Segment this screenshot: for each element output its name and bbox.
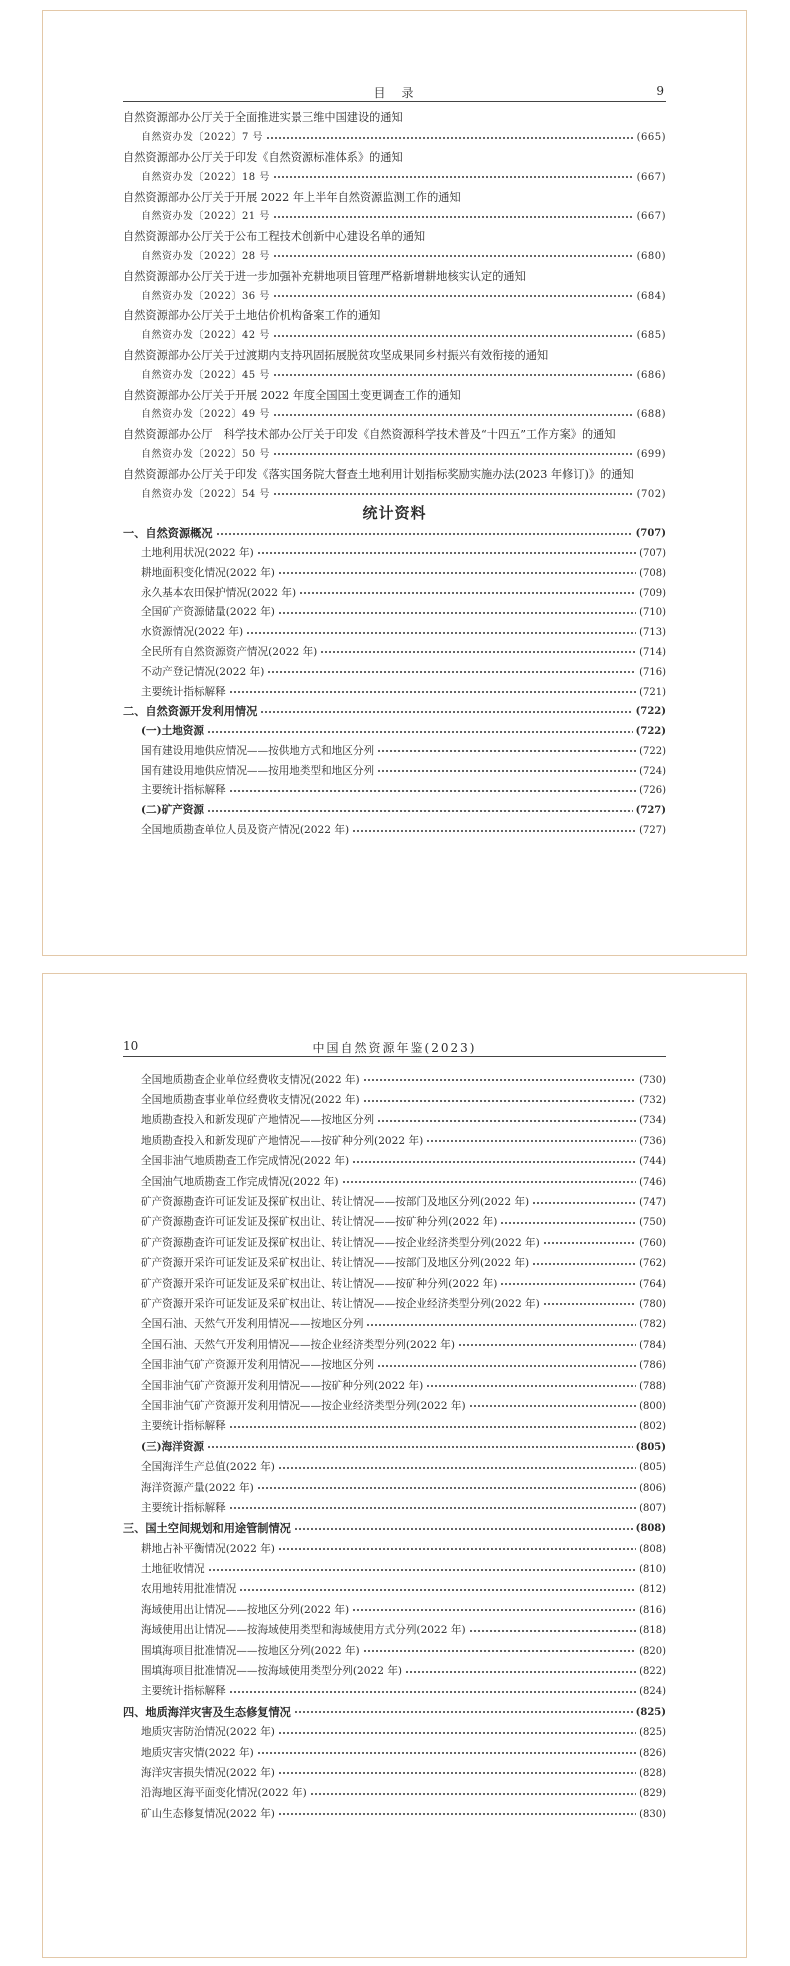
entry-text: 围填海项目批准情况——按地区分列(2022 年)	[141, 1644, 360, 1657]
entry-page-number: (822)	[639, 1666, 666, 1678]
entry-text: 全国石油、天然气开发利用情况——按企业经济类型分列(2022 年)	[141, 1338, 456, 1351]
dot-leader	[377, 1364, 636, 1367]
dot-leader	[342, 1181, 637, 1184]
dot-leader	[229, 1507, 636, 1510]
toc-category	[123, 1519, 666, 1539]
dot-leader	[273, 413, 634, 416]
dot-leader	[278, 1813, 636, 1816]
toc-entry	[123, 1315, 666, 1335]
toc-notice-title	[123, 306, 666, 326]
entry-text: 自然资源部办公厅关于印发《落实国务院大督查土地利用计划指标奖励实施办法(2023 年修订)》的通知	[123, 467, 634, 481]
toc-notice-title	[123, 108, 666, 128]
entry-text: 自然资办发〔2022〕49 号	[141, 409, 270, 421]
toc-list	[123, 1070, 666, 1824]
toc-notice-title	[123, 425, 666, 445]
toc-entry	[123, 1355, 666, 1375]
entry-page-number: (805)	[639, 1462, 666, 1474]
entry-text: (三)海洋资源	[141, 1440, 204, 1453]
dot-leader	[532, 1262, 636, 1265]
toc-entry	[123, 1335, 666, 1355]
toc-entry	[123, 1559, 666, 1579]
toc-entry	[123, 1621, 666, 1641]
entry-text: 自然资源部办公厅关于进一步加强补充耕地项目管理严格新增耕地核实认定的通知	[123, 269, 526, 283]
entry-text: 自然资办发〔2022〕45 号	[141, 369, 270, 381]
entry-text: 一、自然资源概况	[123, 526, 213, 541]
dot-leader	[273, 176, 634, 179]
entry-text: 沿海地区海平面变化情况(2022 年)	[141, 1787, 307, 1800]
dot-leader	[246, 631, 636, 634]
toc-entry	[123, 544, 666, 564]
entry-text: 自然资办发〔2022〕28 号	[141, 250, 270, 262]
entry-page-number: (736)	[639, 1135, 666, 1147]
toc-notice-title	[123, 266, 666, 286]
dot-leader	[543, 1303, 636, 1306]
entry-page-number: (824)	[639, 1686, 666, 1698]
entry-text: 地质灾害灾情(2022 年)	[141, 1746, 254, 1759]
toc-entry	[123, 742, 666, 762]
entry-text: 地质勘查投入和新发现矿产地情况——按地区分列	[141, 1114, 375, 1127]
toc-entry	[123, 1172, 666, 1192]
entry-page-number: (713)	[639, 627, 666, 639]
dot-leader	[469, 1629, 636, 1632]
entry-text: 全国石油、天然气开发利用情况——按地区分列	[141, 1318, 364, 1331]
toc-entry	[123, 1641, 666, 1661]
dot-leader	[294, 1711, 633, 1714]
dot-leader	[257, 552, 636, 555]
dot-leader	[500, 1221, 636, 1224]
entry-page-number: (730)	[639, 1074, 666, 1086]
dot-leader	[273, 255, 634, 258]
entry-text: 自然资办发〔2022〕7 号	[141, 132, 263, 144]
toc-entry	[123, 1743, 666, 1763]
entry-page-number: (806)	[639, 1482, 666, 1494]
dot-leader	[377, 770, 636, 773]
toc-notice-title	[123, 187, 666, 207]
dot-leader	[273, 493, 634, 496]
entry-page-number: (816)	[639, 1604, 666, 1616]
entry-text: 主要统计指标解释	[141, 1501, 226, 1514]
entry-page-number: (702)	[636, 488, 666, 500]
entry-text: 矿产资源开采许可证发证及采矿权出让、转让情况——按部门及地区分列(2022 年)	[141, 1257, 530, 1270]
entry-text: 地质灾害防治情况(2022 年)	[141, 1726, 275, 1739]
toc-entry	[123, 1070, 666, 1090]
entry-page-number: (708)	[639, 567, 666, 579]
toc-entry	[123, 1213, 666, 1233]
toc-notice-title	[123, 385, 666, 405]
entry-page-number: (707)	[635, 528, 666, 540]
entry-page-number: (727)	[635, 805, 666, 817]
entry-page-number: (825)	[639, 1727, 666, 1739]
entry-text: 自然资办发〔2022〕42 号	[141, 330, 270, 342]
entry-text: 自然资源部办公厅关于印发《自然资源标准体系》的通知	[123, 150, 403, 164]
entry-text: 全国非油气矿产资源开发利用情况——按地区分列	[141, 1359, 375, 1372]
entry-text: 自然资源部办公厅 科学技术部办公厅关于印发《自然资源科学技术普及“十四五”工作方案》的通知	[123, 428, 616, 442]
entry-page-number: (707)	[639, 547, 666, 559]
dot-leader	[352, 1609, 636, 1612]
entry-page-number: (732)	[639, 1095, 666, 1107]
entry-page-number: (788)	[639, 1380, 666, 1392]
toc-category	[123, 702, 666, 722]
entry-text: 水资源情况(2022 年)	[141, 626, 244, 639]
dot-leader	[257, 1752, 636, 1755]
toc-entry	[123, 1396, 666, 1416]
toc-doc-number	[123, 484, 666, 504]
toc-list	[123, 108, 666, 840]
entry-page-number: (825)	[635, 1706, 666, 1718]
toc-entry	[123, 1457, 666, 1477]
toc-doc-number	[123, 405, 666, 425]
entry-page-number: (807)	[639, 1502, 666, 1514]
entry-page-number: (747)	[639, 1197, 666, 1209]
entry-page-number: (746)	[639, 1176, 666, 1188]
running-header	[123, 83, 666, 102]
entry-page-number: (802)	[639, 1421, 666, 1433]
dot-leader	[377, 750, 636, 753]
entry-text: 海域使用出让情况——按海域使用类型和海域使用方式分列(2022 年)	[141, 1624, 466, 1637]
entry-text: 国有建设用地供应情况——按用地类型和地区分列	[141, 764, 375, 777]
entry-page-number: (721)	[639, 686, 666, 698]
entry-page-number: (805)	[635, 1441, 666, 1453]
entry-text: 围填海项目批准情况——按海域使用类型分列(2022 年)	[141, 1665, 403, 1678]
toc-notice-title	[123, 148, 666, 168]
entry-page-number: (782)	[639, 1319, 666, 1331]
dot-leader	[207, 730, 633, 733]
toc-doc-number	[123, 365, 666, 385]
dot-leader	[310, 1792, 636, 1795]
dot-leader	[278, 572, 636, 575]
toc-page-10	[42, 973, 747, 1958]
entry-text: 全国地质勘查事业单位经费收支情况(2022 年)	[141, 1094, 360, 1107]
entry-text: 自然资办发〔2022〕50 号	[141, 448, 270, 460]
entry-text: 地质勘查投入和新发现矿产地情况——按矿种分列(2022 年)	[141, 1134, 424, 1147]
toc-entry	[123, 821, 666, 841]
entry-text: 矿产资源勘查许可证发证及探矿权出让、转让情况——按部门及地区分列(2022 年)	[141, 1196, 530, 1209]
entry-text: 耕地占补平衡情况(2022 年)	[141, 1542, 275, 1555]
entry-page-number: (685)	[636, 330, 666, 342]
entry-text: 矿山生态修复情况(2022 年)	[141, 1807, 275, 1820]
entry-text: 自然资源部办公厅关于土地估价机构备案工作的通知	[123, 309, 381, 323]
entry-text: (一)土地资源	[141, 725, 204, 738]
toc-entry	[123, 1723, 666, 1743]
dot-leader	[229, 1690, 636, 1693]
dot-leader	[273, 453, 634, 456]
dot-leader	[320, 651, 636, 654]
entry-page-number: (828)	[639, 1767, 666, 1779]
dot-leader	[543, 1242, 636, 1245]
toc-entry	[123, 1600, 666, 1620]
entry-page-number: (722)	[639, 745, 666, 757]
dot-leader	[257, 1487, 636, 1490]
entry-page-number: (830)	[639, 1808, 666, 1820]
entry-page-number: (716)	[639, 666, 666, 678]
entry-text: 国有建设用地供应情况——按供地方式和地区分列	[141, 744, 375, 757]
header-title: 目 录	[373, 86, 416, 100]
dot-leader	[207, 1446, 633, 1449]
entry-page-number: (688)	[636, 409, 666, 421]
entry-text: 耕地面积变化情况(2022 年)	[141, 566, 275, 579]
dot-leader	[278, 1772, 636, 1775]
dot-leader	[278, 1466, 636, 1469]
dot-leader	[469, 1405, 636, 1408]
entry-page-number: (812)	[639, 1584, 666, 1596]
toc-entry	[123, 563, 666, 583]
toc-doc-number	[123, 167, 666, 187]
entry-page-number: (750)	[639, 1217, 666, 1229]
toc-entry	[123, 1192, 666, 1212]
dot-leader	[229, 1425, 636, 1428]
dot-leader	[273, 374, 634, 377]
toc-entry	[123, 1152, 666, 1172]
entry-text: 自然资办发〔2022〕21 号	[141, 211, 270, 223]
toc-doc-number	[123, 207, 666, 227]
entry-text: 矿产资源勘查许可证发证及探矿权出让、转让情况——按企业经济类型分列(2022 年)	[141, 1236, 540, 1249]
entry-text: 自然资办发〔2022〕18 号	[141, 171, 270, 183]
entry-page-number: (810)	[639, 1564, 666, 1576]
dot-leader	[363, 1099, 636, 1102]
entry-page-number: (786)	[639, 1360, 666, 1372]
toc-entry	[123, 1274, 666, 1294]
toc-notice-title	[123, 464, 666, 484]
toc-entry	[123, 682, 666, 702]
dot-leader	[352, 829, 636, 832]
toc-entry	[123, 1784, 666, 1804]
toc-entry	[123, 1090, 666, 1110]
toc-doc-number	[123, 247, 666, 267]
entry-text: 全国地质勘查企业单位经费收支情况(2022 年)	[141, 1073, 360, 1086]
entry-text: 全国非油气地质勘查工作完成情况(2022 年)	[141, 1155, 350, 1168]
toc-page-9	[42, 10, 747, 956]
dot-leader	[405, 1670, 636, 1673]
entry-text: 自然资源部办公厅关于公布工程技术创新中心建设名单的通知	[123, 230, 426, 244]
entry-page-number: (744)	[639, 1156, 666, 1168]
entry-page-number: (734)	[639, 1115, 666, 1127]
toc-doc-number	[123, 326, 666, 346]
entry-page-number: (820)	[639, 1645, 666, 1657]
dot-leader	[216, 532, 633, 535]
entry-page-number: (760)	[639, 1237, 666, 1249]
dot-leader	[273, 295, 634, 298]
dot-leader	[278, 611, 636, 614]
dot-leader	[229, 789, 636, 792]
dot-leader	[294, 1527, 633, 1530]
entry-page-number: (724)	[639, 765, 666, 777]
entry-text: 全国油气地质勘查工作完成情况(2022 年)	[141, 1175, 339, 1188]
dot-leader	[352, 1160, 636, 1163]
dot-leader	[532, 1201, 636, 1204]
entry-text: 农用地转用批准情况	[141, 1583, 237, 1596]
dot-leader	[363, 1650, 636, 1653]
dot-leader	[208, 1568, 637, 1571]
entry-text: 二、自然资源开发利用情况	[123, 704, 258, 719]
entry-text: 主要统计指标解释	[141, 1420, 226, 1433]
entry-text: 土地利用状况(2022 年)	[141, 546, 254, 559]
toc-subcategory	[123, 1437, 666, 1457]
toc-subcategory	[123, 801, 666, 821]
entry-text: 自然资源部办公厅关于开展 2022 年上半年自然资源监测工作的通知	[123, 190, 461, 204]
entry-text: 统计资料	[362, 504, 427, 523]
entry-text: 土地征收情况	[141, 1563, 205, 1576]
entry-page-number: (727)	[639, 825, 666, 837]
entry-page-number: (808)	[635, 1523, 666, 1535]
toc-entry	[123, 1682, 666, 1702]
entry-page-number: (808)	[639, 1543, 666, 1555]
toc-entry	[123, 623, 666, 643]
entry-text: 全国地质勘查单位人员及资产情况(2022 年)	[141, 824, 350, 837]
entry-text: 主要统计指标解释	[141, 685, 226, 698]
dot-leader	[363, 1079, 636, 1082]
entry-page-number: (709)	[639, 587, 666, 599]
entry-page-number: (714)	[639, 646, 666, 658]
toc-entry	[123, 1376, 666, 1396]
dot-leader	[267, 671, 636, 674]
entry-page-number: (710)	[639, 607, 666, 619]
entry-text: 自然资办发〔2022〕54 号	[141, 488, 270, 500]
toc-notice-title	[123, 227, 666, 247]
toc-notice-title	[123, 346, 666, 366]
dot-leader	[278, 1548, 636, 1551]
toc-entry	[123, 1580, 666, 1600]
toc-entry	[123, 583, 666, 603]
entry-page-number: (762)	[639, 1258, 666, 1270]
entry-text: 矿产资源开采许可证发证及采矿权出让、转让情况——按企业经济类型分列(2022 年)	[141, 1297, 540, 1310]
dot-leader	[273, 215, 634, 218]
entry-text: 海域使用出让情况——按地区分列(2022 年)	[141, 1603, 350, 1616]
entry-text: 矿产资源开采许可证发证及采矿权出让、转让情况——按矿种分列(2022 年)	[141, 1277, 498, 1290]
dot-leader	[266, 136, 634, 139]
entry-text: 永久基本农田保护情况(2022 年)	[141, 586, 297, 599]
entry-text: 主要统计指标解释	[141, 1685, 226, 1698]
dot-leader	[260, 710, 632, 713]
entry-page-number: (764)	[639, 1278, 666, 1290]
entry-page-number: (800)	[639, 1400, 666, 1412]
header-page-number: 10	[123, 1039, 139, 1053]
toc-entry	[123, 1111, 666, 1131]
entry-text: 全国非油气矿产资源开发利用情况——按矿种分列(2022 年)	[141, 1379, 424, 1392]
dot-leader	[377, 1119, 636, 1122]
entry-text: 主要统计指标解释	[141, 784, 226, 797]
header-page-number: 9	[656, 84, 664, 98]
dot-leader	[278, 1731, 636, 1734]
entry-page-number: (667)	[636, 171, 666, 183]
section-heading	[123, 504, 666, 524]
entry-page-number: (818)	[639, 1625, 666, 1637]
entry-text: 三、国土空间规划和用途管制情况	[123, 1521, 291, 1536]
entry-page-number: (780)	[639, 1298, 666, 1310]
running-header	[123, 1038, 666, 1057]
entry-text: 全国海洋生产总值(2022 年)	[141, 1461, 275, 1474]
entry-text: 全国矿产资源储量(2022 年)	[141, 606, 275, 619]
dot-leader	[500, 1283, 636, 1286]
entry-page-number: (699)	[636, 448, 666, 460]
dot-leader	[207, 809, 633, 812]
entry-page-number: (726)	[639, 785, 666, 797]
entry-page-number: (665)	[636, 132, 666, 144]
toc-entry	[123, 662, 666, 682]
entry-page-number: (722)	[635, 726, 666, 738]
entry-text: 全民所有自然资源资产情况(2022 年)	[141, 645, 318, 658]
toc-entry	[123, 1417, 666, 1437]
toc-entry	[123, 1233, 666, 1253]
toc-entry	[123, 1294, 666, 1314]
dot-leader	[426, 1385, 636, 1388]
toc-entry	[123, 1539, 666, 1559]
toc-category	[123, 524, 666, 544]
dot-leader	[229, 691, 636, 694]
toc-subcategory	[123, 722, 666, 742]
entry-page-number: (667)	[636, 211, 666, 223]
toc-entry	[123, 781, 666, 801]
dot-leader	[426, 1140, 636, 1143]
dot-leader	[366, 1323, 636, 1326]
dot-leader	[239, 1588, 636, 1591]
entry-page-number: (680)	[636, 250, 666, 262]
toc-doc-number	[123, 286, 666, 306]
toc-entry	[123, 603, 666, 623]
toc-entry	[123, 1804, 666, 1824]
entry-text: 不动产登记情况(2022 年)	[141, 665, 265, 678]
entry-text: 自然资源部办公厅关于开展 2022 年度全国国土变更调查工作的通知	[123, 388, 461, 402]
toc-category	[123, 1702, 666, 1722]
entry-text: 海洋灾害损失情况(2022 年)	[141, 1766, 275, 1779]
entry-text: (二)矿产资源	[141, 804, 204, 817]
dot-leader	[458, 1344, 636, 1347]
toc-entry	[123, 1763, 666, 1783]
toc-doc-number	[123, 445, 666, 465]
entry-page-number: (686)	[636, 369, 666, 381]
entry-page-number: (784)	[639, 1339, 666, 1351]
entry-text: 全国非油气矿产资源开发利用情况——按企业经济类型分列(2022 年)	[141, 1399, 466, 1412]
toc-doc-number	[123, 128, 666, 148]
toc-entry	[123, 1498, 666, 1518]
toc-entry	[123, 643, 666, 663]
entry-page-number: (684)	[636, 290, 666, 302]
toc-entry	[123, 1661, 666, 1681]
toc-entry	[123, 1254, 666, 1274]
entry-page-number: (826)	[639, 1747, 666, 1759]
entry-page-number: (722)	[635, 706, 666, 718]
entry-text: 四、地质海洋灾害及生态修复情况	[123, 1704, 291, 1719]
toc-entry	[123, 761, 666, 781]
entry-text: 自然资办发〔2022〕36 号	[141, 290, 270, 302]
entry-text: 海洋资源产量(2022 年)	[141, 1481, 254, 1494]
entry-text: 自然资源部办公厅关于全面推进实景三维中国建设的通知	[123, 111, 403, 125]
dot-leader	[273, 334, 634, 337]
toc-entry	[123, 1131, 666, 1151]
entry-page-number: (829)	[639, 1788, 666, 1800]
header-title: 中国自然资源年鉴(2023)	[312, 1041, 477, 1055]
toc-entry	[123, 1478, 666, 1498]
entry-text: 矿产资源勘查许可证发证及探矿权出让、转让情况——按矿种分列(2022 年)	[141, 1216, 498, 1229]
entry-text: 自然资源部办公厅关于过渡期内支持巩固拓展脱贫攻坚成果同乡村振兴有效衔接的通知	[123, 348, 549, 362]
dot-leader	[299, 592, 636, 595]
